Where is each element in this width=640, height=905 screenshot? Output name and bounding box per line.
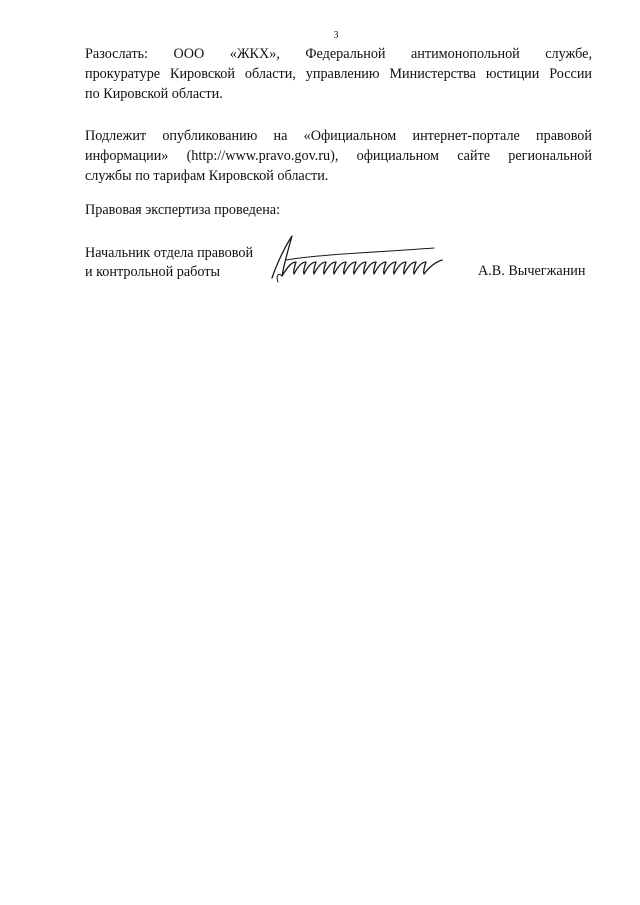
distribution-line: Разослать: ООО «ЖКХ», Федеральной антимонопольной службе, [85,46,592,62]
publication-paragraph [85,126,592,186]
publication-line: службы по тарифам Кировской области. [85,168,329,184]
distribution-line: по Кировской области. [85,86,223,102]
signatory-position-line: и контрольной работы [85,264,220,280]
signatory-position [85,244,253,282]
signatory-name: А.В. Вычегжанин [478,263,586,279]
signatory-position-line: Начальник отдела правовой [85,245,254,261]
publication-line: информации» (http://www.pravo.gov.ru), официальном сайте региональной [85,148,592,164]
handwritten-signature-icon [262,232,452,284]
distribution-paragraph [85,44,592,104]
publication-line: Подлежит опубликованию на «Официальном интернет-портале правовой [85,128,592,144]
page-number: 3 [333,30,339,41]
distribution-line: прокуратуре Кировской области, управлению Министерства юстиции России [85,66,592,82]
legal-expertise-note: Правовая экспертиза проведена: [85,202,281,218]
